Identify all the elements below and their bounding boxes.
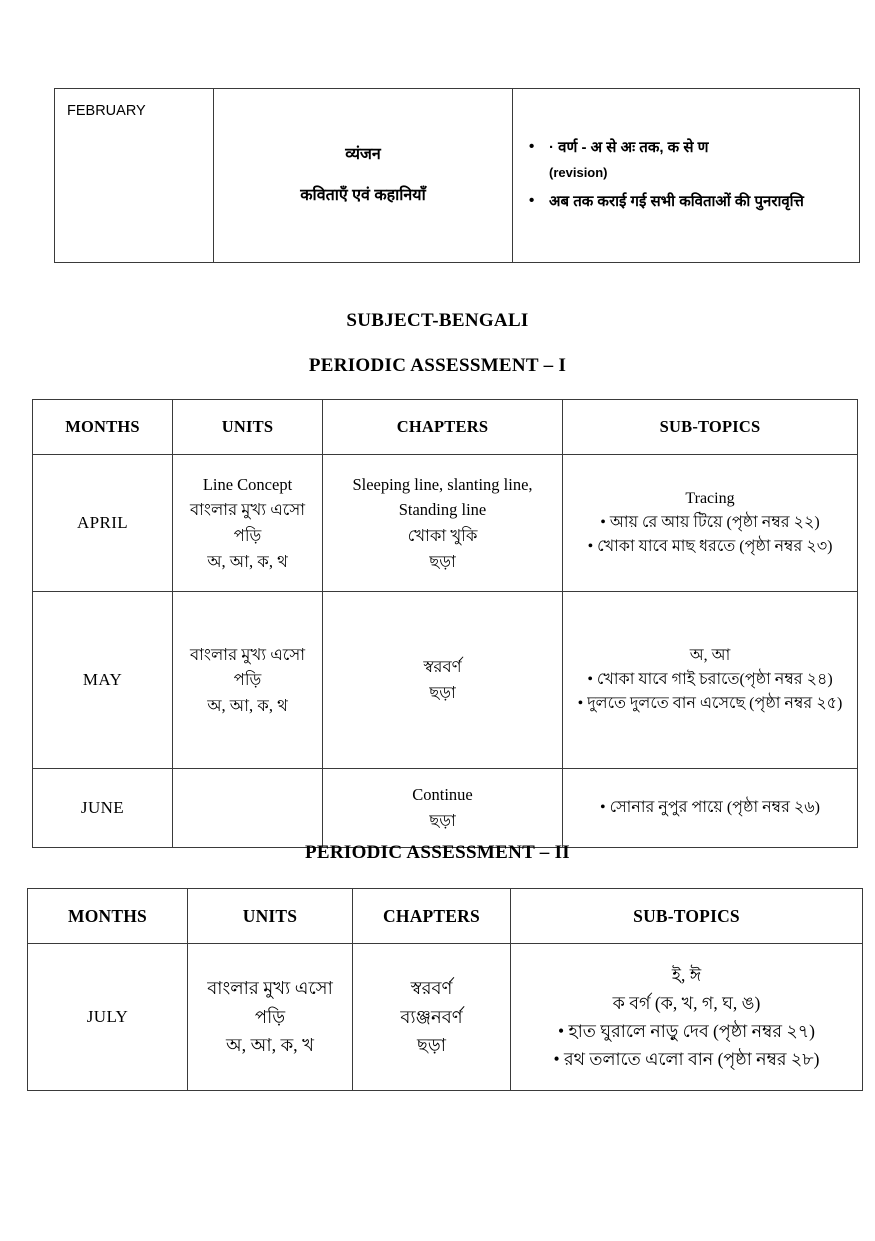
units-stack bbox=[179, 642, 316, 719]
subtopics-list bbox=[569, 644, 851, 716]
table-header-row bbox=[28, 889, 863, 944]
subtopics-cell-february bbox=[513, 89, 860, 263]
subtopics-cell-april bbox=[563, 455, 858, 592]
chapters-stack bbox=[329, 654, 556, 705]
chapters-stack bbox=[329, 782, 556, 833]
chapter-line: ছড়া bbox=[429, 551, 456, 571]
chapters-cell-april bbox=[323, 455, 563, 592]
list-item: • খোকা যাবে মাছ ধরতে (পৃষ্ঠা নম্বর ২৩) bbox=[569, 535, 851, 559]
chapters-cell-july bbox=[353, 944, 511, 1091]
table-row bbox=[33, 592, 858, 769]
units-cell-may bbox=[173, 592, 323, 769]
column-header-chapters: CHAPTERS bbox=[353, 889, 511, 944]
unit-line: অ, আ, ক, খ bbox=[226, 1035, 314, 1056]
february-continuation-table bbox=[54, 88, 860, 263]
unit-line: পড়ি bbox=[233, 526, 262, 545]
month-cell-july: JULY bbox=[28, 944, 188, 1091]
column-header-months: MONTHS bbox=[33, 400, 173, 455]
periodic-assessment-1-table bbox=[32, 399, 858, 848]
column-header-chapters: CHAPTERS bbox=[323, 400, 563, 455]
chapter-line: Standing line bbox=[398, 500, 487, 520]
table-row bbox=[33, 455, 858, 592]
unit-line: कविताएँ एवं कहानियाँ bbox=[300, 186, 426, 204]
month-cell-may: MAY bbox=[33, 592, 173, 769]
list-item: Tracing bbox=[685, 490, 735, 507]
subtopics-cell-july bbox=[511, 944, 863, 1091]
chapters-stack bbox=[359, 974, 504, 1060]
chapter-line: স্বরবর্ণ bbox=[423, 657, 462, 677]
list-item: • সোনার নুপুর পায়ে (পৃষ্ঠা নম্বর ২৬) bbox=[569, 796, 851, 820]
unit-line: বাংলার মুখ্য এসো bbox=[207, 977, 333, 998]
list-item: ক বর্গ (ক, খ, গ, ঘ, ঙ) bbox=[612, 993, 761, 1013]
table-row bbox=[28, 944, 863, 1091]
list-item bbox=[549, 188, 849, 216]
chapter-line: Sleeping line, slanting line, bbox=[352, 474, 533, 494]
chapter-line: ব্যঞ্জনবর্ণ bbox=[400, 1006, 463, 1027]
units-stack bbox=[194, 974, 346, 1060]
month-cell-june: JUNE bbox=[33, 769, 173, 848]
units-stack bbox=[179, 472, 316, 574]
column-header-units: UNITS bbox=[173, 400, 323, 455]
unit-line: পড়ি bbox=[254, 1006, 286, 1027]
list-item: • রথ তলাতে এলো বান (পৃষ্ঠা নম্বর ২৮) bbox=[517, 1045, 856, 1073]
column-header-months: MONTHS bbox=[28, 889, 188, 944]
subtopic-note: (revision) bbox=[549, 165, 608, 181]
month-cell-february: FEBRUARY bbox=[55, 89, 214, 263]
subtopics-list bbox=[569, 796, 851, 820]
unit-line: পড়ি bbox=[233, 670, 262, 690]
units-cell-april bbox=[173, 455, 323, 592]
column-header-subtopics: SUB-TOPICS bbox=[563, 400, 858, 455]
subtopics-list bbox=[519, 134, 853, 216]
subtopics-list bbox=[517, 961, 856, 1073]
list-item: অ, আ bbox=[689, 647, 731, 664]
table-row bbox=[33, 769, 858, 848]
unit-line: Line Concept bbox=[202, 474, 293, 494]
chapter-line: ছড়া bbox=[429, 811, 456, 830]
chapter-line: Continue bbox=[412, 785, 473, 805]
chapters-cell-may bbox=[323, 592, 563, 769]
list-item: • খোকা যাবে গাই চরাতে(পৃষ্ঠা নম্বর ২৪) bbox=[569, 668, 851, 692]
chapters-stack bbox=[329, 472, 556, 574]
chapter-line: ছড়া bbox=[417, 1035, 446, 1056]
periodic-assessment-2-table bbox=[27, 888, 863, 1091]
chapter-line: ছড়া bbox=[429, 683, 456, 702]
page-title-subject: SUBJECT-BENGALI bbox=[346, 310, 529, 331]
column-header-subtopics: SUB-TOPICS bbox=[511, 889, 863, 944]
list-item: • দুলতে দুলতে বান এসেছে (পৃষ্ঠা নম্বর ২৫) bbox=[569, 692, 851, 716]
unit-line: অ, আ, ক, থ bbox=[207, 695, 288, 715]
table-row bbox=[55, 89, 860, 263]
list-item: • হাত ঘুরালে নাড়ু দেব (পৃষ্ঠা নম্বর ২৭) bbox=[517, 1017, 856, 1045]
column-header-units: UNITS bbox=[188, 889, 353, 944]
chapters-cell-june bbox=[323, 769, 563, 848]
chapter-line: খোকা খুকি bbox=[407, 526, 478, 545]
chapter-line: স্বরবর্ণ bbox=[410, 977, 453, 998]
list-item: ই, ঈ bbox=[671, 965, 702, 985]
subtopics-cell-may bbox=[563, 592, 858, 769]
unit-line: व्यंजन bbox=[345, 145, 381, 163]
section-heading-pa1: PERIODIC ASSESSMENT – I bbox=[308, 355, 567, 376]
section-heading-pa2: PERIODIC ASSESSMENT – II bbox=[304, 842, 571, 863]
units-cell-february bbox=[214, 89, 513, 263]
table-header-row bbox=[33, 400, 858, 455]
unit-line: বাংলার মুখ্য এসো bbox=[189, 500, 306, 520]
subtopics-list bbox=[569, 487, 851, 559]
units-cell-july bbox=[188, 944, 353, 1091]
unit-line: বাংলার মুখ্য এসো bbox=[189, 644, 306, 664]
subtopic-text: · वर्ण - अ से अः तक, क से ण bbox=[549, 138, 709, 156]
units-cell-june bbox=[173, 769, 323, 848]
subtopic-text: अब तक कराई गई सभी कविताओं की पुनरावृत्ति bbox=[549, 192, 804, 210]
unit-line: অ, আ, ক, থ bbox=[207, 551, 288, 571]
subtopics-cell-june bbox=[563, 769, 858, 848]
list-item: • আয় রে আয় টিয়ে (পৃষ্ঠা নম্বর ২২) bbox=[569, 511, 851, 535]
list-item bbox=[549, 134, 849, 186]
month-cell-april: APRIL bbox=[33, 455, 173, 592]
